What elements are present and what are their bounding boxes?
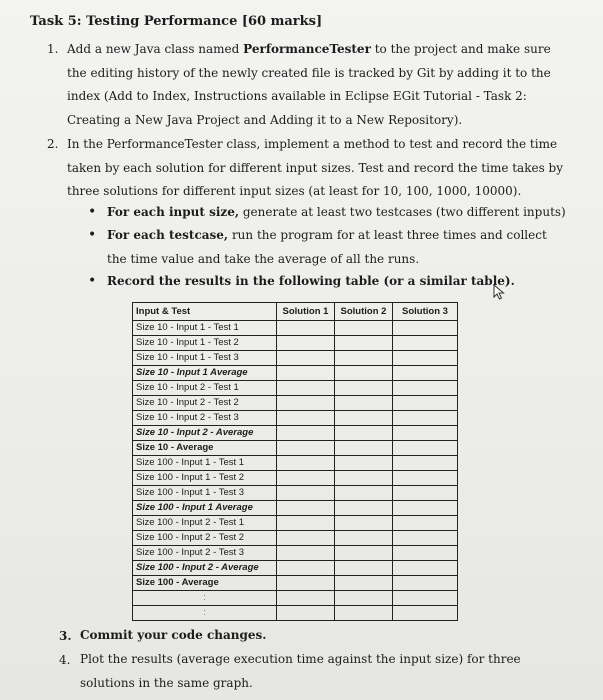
table-row <box>133 336 458 351</box>
table-row <box>133 516 458 531</box>
solution-1-cell <box>277 456 335 471</box>
class-name-bold: PerformanceTester <box>243 42 371 56</box>
solution-1-cell <box>277 561 335 576</box>
solution-1-cell <box>277 486 335 501</box>
solution-1-cell <box>277 606 335 621</box>
solution-3-cell <box>393 456 458 471</box>
solution-3-cell <box>393 606 458 621</box>
solution-1-cell <box>277 426 335 441</box>
solution-1-cell <box>277 471 335 486</box>
bullet-1-text <box>107 201 567 225</box>
solution-3-cell <box>393 576 458 591</box>
solution-3-cell <box>393 531 458 546</box>
bullet-2-text <box>107 224 567 271</box>
solution-1-cell <box>277 576 335 591</box>
solution-3-cell <box>393 321 458 336</box>
solution-2-cell <box>335 381 393 396</box>
row-label: : <box>133 606 277 621</box>
solution-3-cell <box>393 351 458 366</box>
solution-2-cell <box>335 591 393 606</box>
item-1-text-rest: to the project and make sure the editing history of the newly created file is tracked by Git by adding it to the index (Add to Index, Instructions available in Eclipse EGit Tutorial - Task 2: Creating a New Java Project and Adding it to a New Repository). <box>67 42 551 127</box>
solution-1-cell <box>277 531 335 546</box>
solution-1-cell <box>277 441 335 456</box>
solution-3-cell <box>393 516 458 531</box>
solution-2-cell <box>335 321 393 336</box>
table-row <box>133 546 458 561</box>
table-row <box>133 411 458 426</box>
bullet-2-rest: run the program for at least three times and collect the time value and take the average of all the runs. <box>107 228 547 266</box>
item-1-text-part: Add a new Java class named <box>67 42 244 56</box>
table-row <box>133 351 458 366</box>
solution-2-cell <box>335 471 393 486</box>
solution-2-cell <box>335 441 393 456</box>
solution-1-cell <box>277 501 335 516</box>
row-label: Size 10 - Input 2 - Average <box>133 426 277 441</box>
header-input-test: Input & Test <box>133 303 277 321</box>
solution-1-cell <box>277 411 335 426</box>
item-1-number: 1. <box>47 42 59 56</box>
bullet-marker: • <box>88 227 97 243</box>
table-row <box>133 606 458 621</box>
row-label: Size 10 - Input 2 - Test 1 <box>133 381 277 396</box>
header-solution-1: Solution 1 <box>277 303 335 321</box>
solution-3-cell <box>393 486 458 501</box>
solution-3-cell <box>393 426 458 441</box>
solution-3-cell <box>393 561 458 576</box>
solution-3-cell <box>393 366 458 381</box>
row-label: Size 100 - Input 2 - Test 2 <box>133 531 277 546</box>
table-row <box>133 426 458 441</box>
row-label: Size 100 - Input 1 - Test 1 <box>133 456 277 471</box>
row-label: Size 10 - Input 1 - Test 3 <box>133 351 277 366</box>
row-label: Size 10 - Input 1 - Test 2 <box>133 336 277 351</box>
row-label: Size 10 - Input 1 Average <box>133 366 277 381</box>
solution-1-cell <box>277 381 335 396</box>
solution-2-cell <box>335 351 393 366</box>
solution-2-cell <box>335 576 393 591</box>
solution-2-cell <box>335 516 393 531</box>
table-row <box>133 456 458 471</box>
solution-3-cell <box>393 411 458 426</box>
solution-3-cell <box>393 546 458 561</box>
table-header-row <box>133 303 458 321</box>
row-label: Size 10 - Input 2 - Test 3 <box>133 411 277 426</box>
header-solution-3: Solution 3 <box>393 303 458 321</box>
solution-2-cell <box>335 486 393 501</box>
table-row <box>133 561 458 576</box>
table-row <box>133 366 458 381</box>
solution-2-cell <box>335 336 393 351</box>
row-label: : <box>133 591 277 606</box>
solution-1-cell <box>277 321 335 336</box>
solution-2-cell <box>335 396 393 411</box>
row-label: Size 100 - Input 1 - Test 2 <box>133 471 277 486</box>
solution-3-cell <box>393 336 458 351</box>
row-label: Size 10 - Input 1 - Test 1 <box>133 321 277 336</box>
solution-1-cell <box>277 336 335 351</box>
solution-2-cell <box>335 411 393 426</box>
bullet-1-rest: generate at least two testcases (two different inputs) <box>239 205 566 219</box>
solution-2-cell <box>335 606 393 621</box>
item-4-number: 4. <box>59 653 71 667</box>
table-row <box>133 591 458 606</box>
solution-1-cell <box>277 396 335 411</box>
table-row <box>133 576 458 591</box>
solution-1-cell <box>277 351 335 366</box>
table-row <box>133 381 458 396</box>
item-2-number: 2. <box>47 137 59 151</box>
table-row <box>133 486 458 501</box>
bullet-3-bold: Record the results in the following table (or a similar table). <box>107 274 515 288</box>
item-3-number: 3. <box>59 629 72 643</box>
results-table <box>132 302 458 621</box>
solution-2-cell <box>335 456 393 471</box>
row-label: Size 100 - Input 1 - Test 3 <box>133 486 277 501</box>
header-solution-2: Solution 2 <box>335 303 393 321</box>
solution-1-cell <box>277 591 335 606</box>
table-row <box>133 531 458 546</box>
item-2-text: In the PerformanceTester class, implement a method to test and record the time taken by each solution for different input sizes. Test and record the time takes by three solutions for different input sizes (at least for 10, 100, 1000, 10000). <box>67 137 564 198</box>
solution-2-cell <box>335 531 393 546</box>
solution-3-cell <box>393 591 458 606</box>
table-row <box>133 471 458 486</box>
row-label: Size 10 - Input 2 - Test 2 <box>133 396 277 411</box>
task-title: Task 5: Testing Performance [60 marks] <box>30 14 323 29</box>
solution-1-cell <box>277 366 335 381</box>
row-label: Size 100 - Input 2 - Test 1 <box>133 516 277 531</box>
solution-2-cell <box>335 426 393 441</box>
solution-3-cell <box>393 441 458 456</box>
item-1-text <box>67 38 567 132</box>
solution-2-cell <box>335 366 393 381</box>
solution-1-cell <box>277 516 335 531</box>
solution-3-cell <box>393 501 458 516</box>
table-row <box>133 321 458 336</box>
solution-3-cell <box>393 396 458 411</box>
bullet-marker: • <box>88 204 97 220</box>
row-label: Size 100 - Average <box>133 576 277 591</box>
solution-2-cell <box>335 546 393 561</box>
solution-2-cell <box>335 501 393 516</box>
row-label: Size 10 - Average <box>133 441 277 456</box>
solution-1-cell <box>277 546 335 561</box>
solution-2-cell <box>335 561 393 576</box>
bullet-1-bold: For each input size, <box>107 205 240 219</box>
item-4-text: Plot the results (average execution time against the input size) for three solutions in the same graph. <box>80 652 521 690</box>
item-3-text: Commit your code changes. <box>80 628 267 642</box>
mouse-cursor-icon <box>492 284 506 300</box>
bullet-marker: • <box>88 273 97 289</box>
bullet-2-bold: For each testcase, <box>107 228 229 242</box>
solution-3-cell <box>393 471 458 486</box>
row-label: Size 100 - Input 1 Average <box>133 501 277 516</box>
table-row <box>133 396 458 411</box>
row-label: Size 100 - Input 2 - Test 3 <box>133 546 277 561</box>
table-row <box>133 441 458 456</box>
solution-3-cell <box>393 381 458 396</box>
row-label: Size 100 - Input 2 - Average <box>133 561 277 576</box>
table-row <box>133 501 458 516</box>
